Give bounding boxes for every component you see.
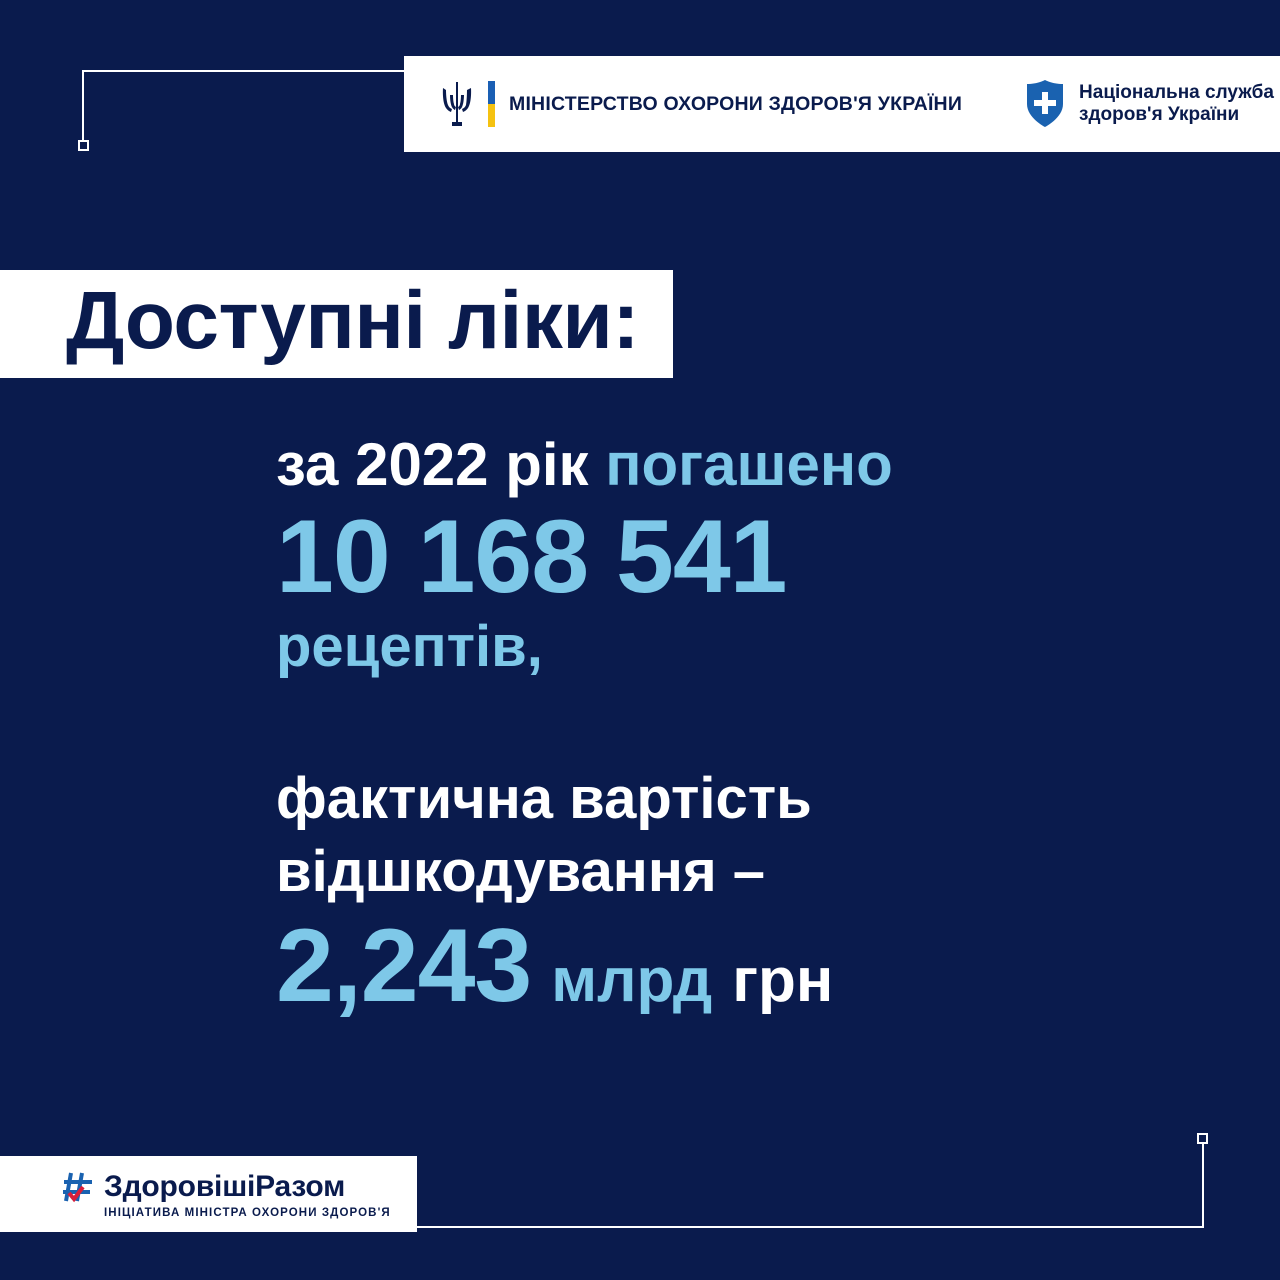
hashtag-icon bbox=[62, 1171, 96, 1203]
bracket-vertical-line bbox=[82, 70, 84, 142]
stat2-value: 2,243 bbox=[276, 908, 532, 1025]
main-content bbox=[276, 430, 1216, 1025]
campaign-badge-title-row bbox=[62, 1170, 391, 1204]
stat2-label-line1: фактична вартість bbox=[276, 766, 812, 832]
stat2-label bbox=[276, 763, 1216, 908]
flag-divider-icon bbox=[488, 81, 495, 127]
ukraine-trident-icon bbox=[440, 81, 474, 127]
nszu-logo bbox=[1024, 80, 1274, 128]
stat1-unit: рецептів, bbox=[276, 614, 543, 680]
ministry-logo bbox=[440, 81, 962, 127]
nszu-name-line1: Національна служба bbox=[1079, 81, 1274, 103]
bracket-horizontal-line bbox=[82, 70, 408, 72]
stat2-unit: млрд bbox=[551, 946, 713, 1016]
bracket-square-marker bbox=[1197, 1133, 1208, 1144]
page-title: Доступні ліки: bbox=[0, 270, 673, 378]
stat2-amount-row bbox=[276, 908, 1216, 1025]
nszu-name-line2: здоров'я України bbox=[1079, 104, 1240, 125]
bracket-vertical-line bbox=[1202, 1142, 1204, 1228]
stat2-label-line2: відшкодування – bbox=[276, 838, 766, 904]
stat1-highlight: погашено bbox=[605, 431, 893, 498]
stat1-value: 10 168 541 bbox=[276, 499, 787, 615]
decorative-bracket-bottom-right bbox=[378, 1132, 1208, 1228]
campaign-subtitle: ІНІЦІАТИВА МІНІСТРА ОХОРОНИ ЗДОРОВ'Я bbox=[104, 1206, 391, 1219]
ministry-name: МІНІСТЕРСТВО ОХОРОНИ ЗДОРОВ'Я УКРАЇНИ bbox=[509, 92, 963, 115]
stat2-currency: грн bbox=[732, 946, 834, 1016]
shield-cross-icon bbox=[1024, 80, 1066, 128]
nszu-name bbox=[1079, 82, 1274, 127]
campaign-badge bbox=[0, 1156, 417, 1232]
stat1-prefix: за 2022 рік bbox=[276, 431, 606, 498]
bracket-square-marker bbox=[78, 140, 89, 151]
bracket-horizontal-line bbox=[378, 1226, 1204, 1228]
logo-bar bbox=[404, 56, 1280, 152]
campaign-title: ЗдоровішіРазом bbox=[104, 1169, 346, 1203]
decorative-bracket-top-left bbox=[78, 70, 408, 152]
stat1-label bbox=[276, 430, 1216, 499]
